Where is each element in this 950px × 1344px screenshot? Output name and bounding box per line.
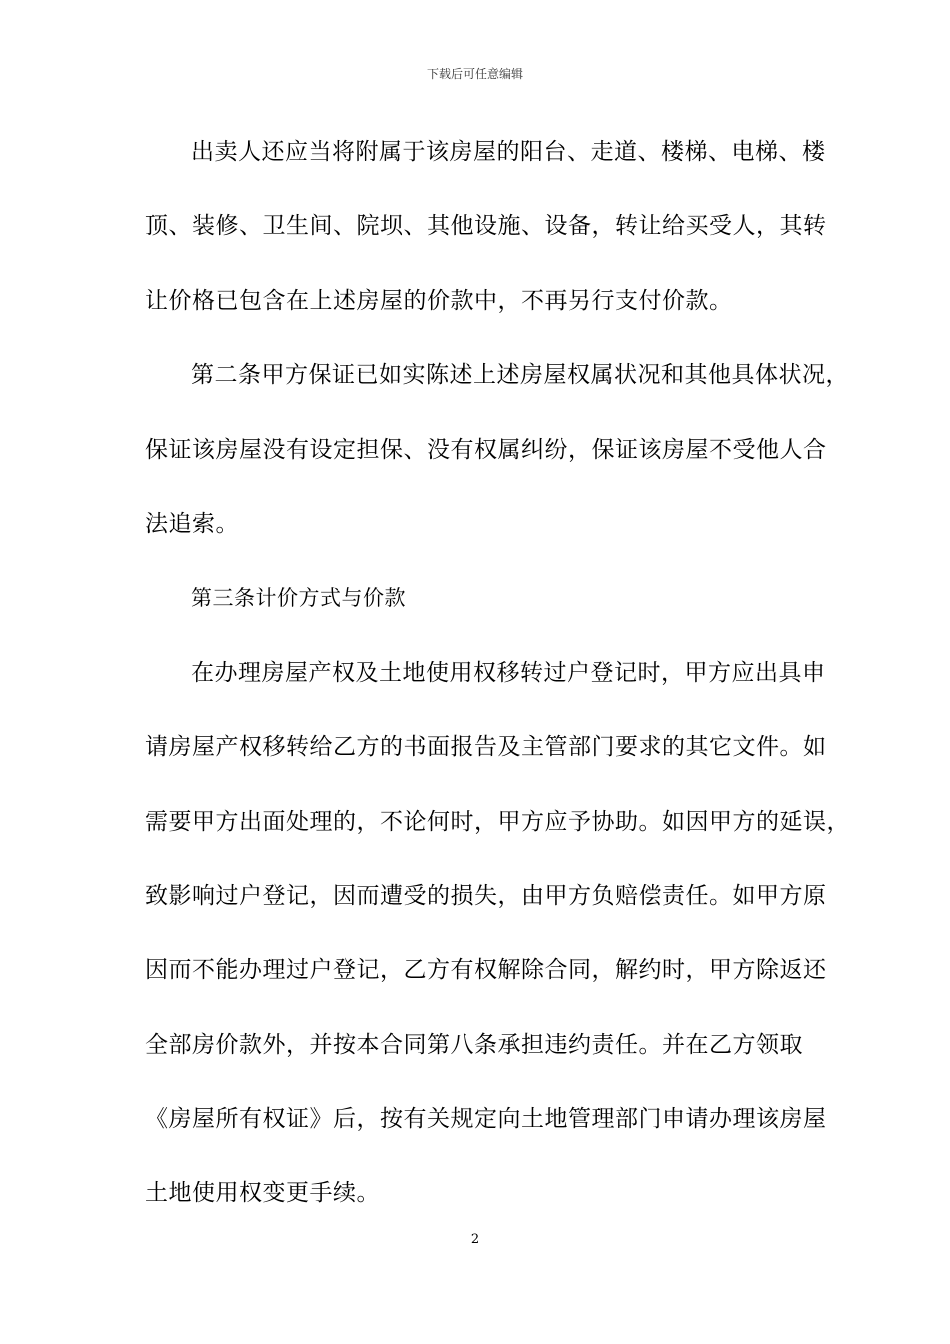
text-line: 土地使用权变更手续。 (145, 1180, 380, 1207)
document-body (145, 130, 850, 1246)
section-heading: 第三条计价方式与价款 (191, 586, 406, 611)
text-line: 《房屋所有权证》后，按有关规定向土地管理部门申请办理该房屋 (145, 1106, 827, 1133)
text-line: 全部房价款外，并按本合同第八条承担违约责任。并在乙方领取 (145, 1031, 803, 1058)
text-line: 需要甲方出面处理的，不论何时，甲方应予协助。如因甲方的延误， (145, 808, 850, 835)
text-line: 出卖人还应当将附属于该房屋的阳台、走道、楼梯、电梯、楼 (191, 139, 826, 165)
text-line: 因而不能办理过户登记，乙方有权解除合同，解约时，甲方除返还 (145, 957, 827, 984)
text-line: 在办理房屋产权及土地使用权移转过户登记时，甲方应出具申 (191, 659, 826, 686)
page-header: 下载后可任意编辑 (426, 67, 523, 81)
text-line: 请房屋产权移转给乙方的书面报告及主管部门要求的其它文件。如 (145, 734, 827, 761)
text-line: 致影响过户登记，因而遭受的损失，由甲方负赔偿责任。如甲方原 (145, 882, 827, 909)
page-number: 2 (470, 1232, 480, 1247)
text-line: 保证该房屋没有设定担保、没有权属纠纷，保证该房屋不受他人合 (145, 436, 827, 463)
text-line: 让价格已包含在上述房屋的价款中，不再另行支付价款。 (145, 287, 733, 314)
text-line: 顶、装修、卫生间、院坝、其他设施、设备，转让给买受人，其转 (145, 213, 827, 240)
text-line: 第二条甲方保证已如实陈述上述房屋权属状况和其他具体状况， (191, 362, 849, 389)
text-line: 法追索。 (145, 510, 239, 537)
